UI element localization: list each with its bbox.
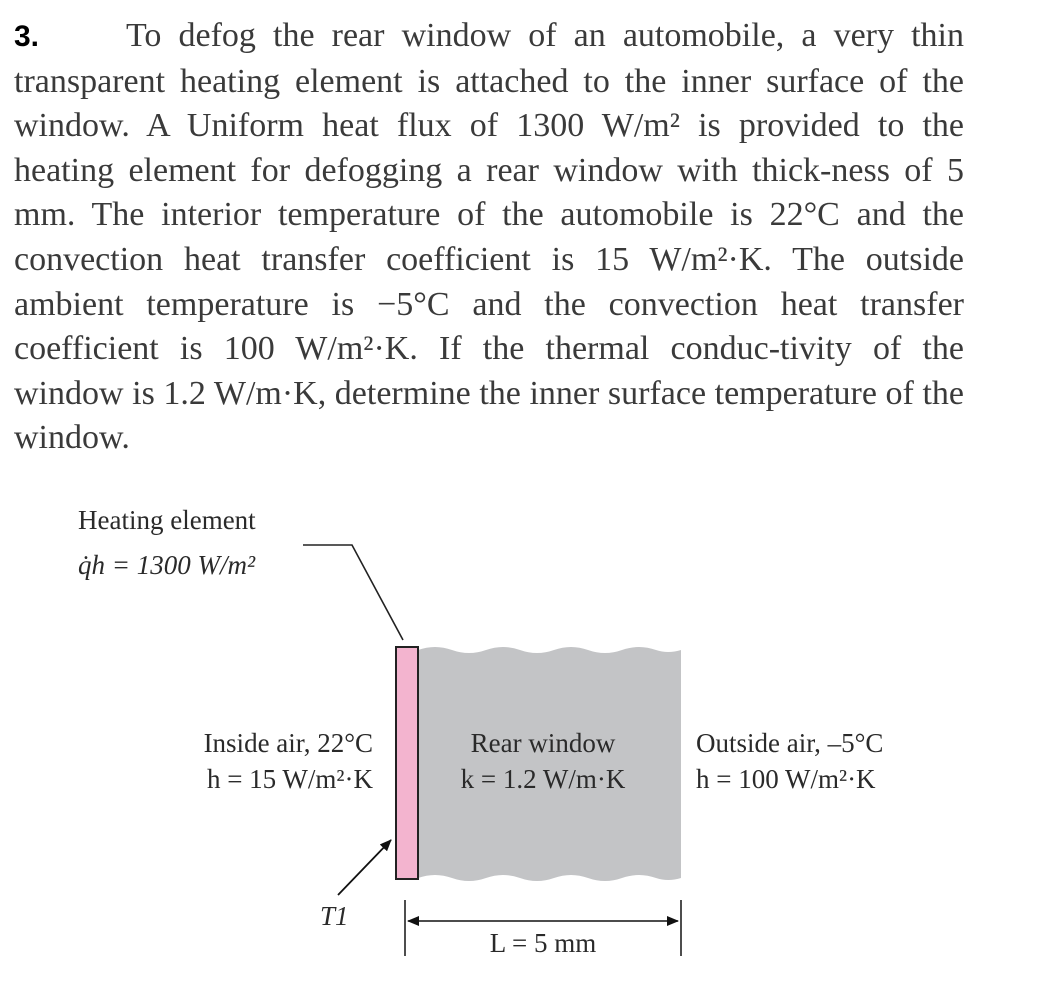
inside-air-label: Inside air, 22°C xyxy=(203,728,373,758)
heating-element-strip xyxy=(396,647,418,879)
outside-air-label: Outside air, –5°C xyxy=(696,728,884,758)
t1-label: T1 xyxy=(320,901,349,931)
heating-element-label: Heating element xyxy=(78,505,256,535)
length-label: L = 5 mm xyxy=(489,928,597,958)
heat-flux-label: q̇h = 1300 W/m² xyxy=(78,550,256,580)
problem-text: To defog the rear window of an automobile, a very thin transparent heating element is attached to the inner surface of the window. A Uniform heat flux of 1300 W/m² is provided to the heating element for defogging a rear window with thick-ness of 5 mm. The interior temperature of the automobile is 22°C and the convection heat transfer coefficient is 15 W/m²·K. The outside ambient temperature is −5°C and the convection heat transfer coefficient is 100 W/m²·K. If the thermal conduc-tivity of the window is 1.2 W/m·K, determine the inner surface temperature of the window. xyxy=(14,17,964,457)
heating-element-leader xyxy=(303,545,403,640)
outside-h-label: h = 100 W/m²·K xyxy=(696,764,876,794)
conductivity-label: k = 1.2 W/m·K xyxy=(460,764,626,794)
rear-window-label: Rear window xyxy=(470,728,616,758)
t1-arrow xyxy=(338,840,391,895)
inside-h-label: h = 15 W/m²·K xyxy=(206,764,373,794)
problem-number: 3. xyxy=(14,20,40,53)
